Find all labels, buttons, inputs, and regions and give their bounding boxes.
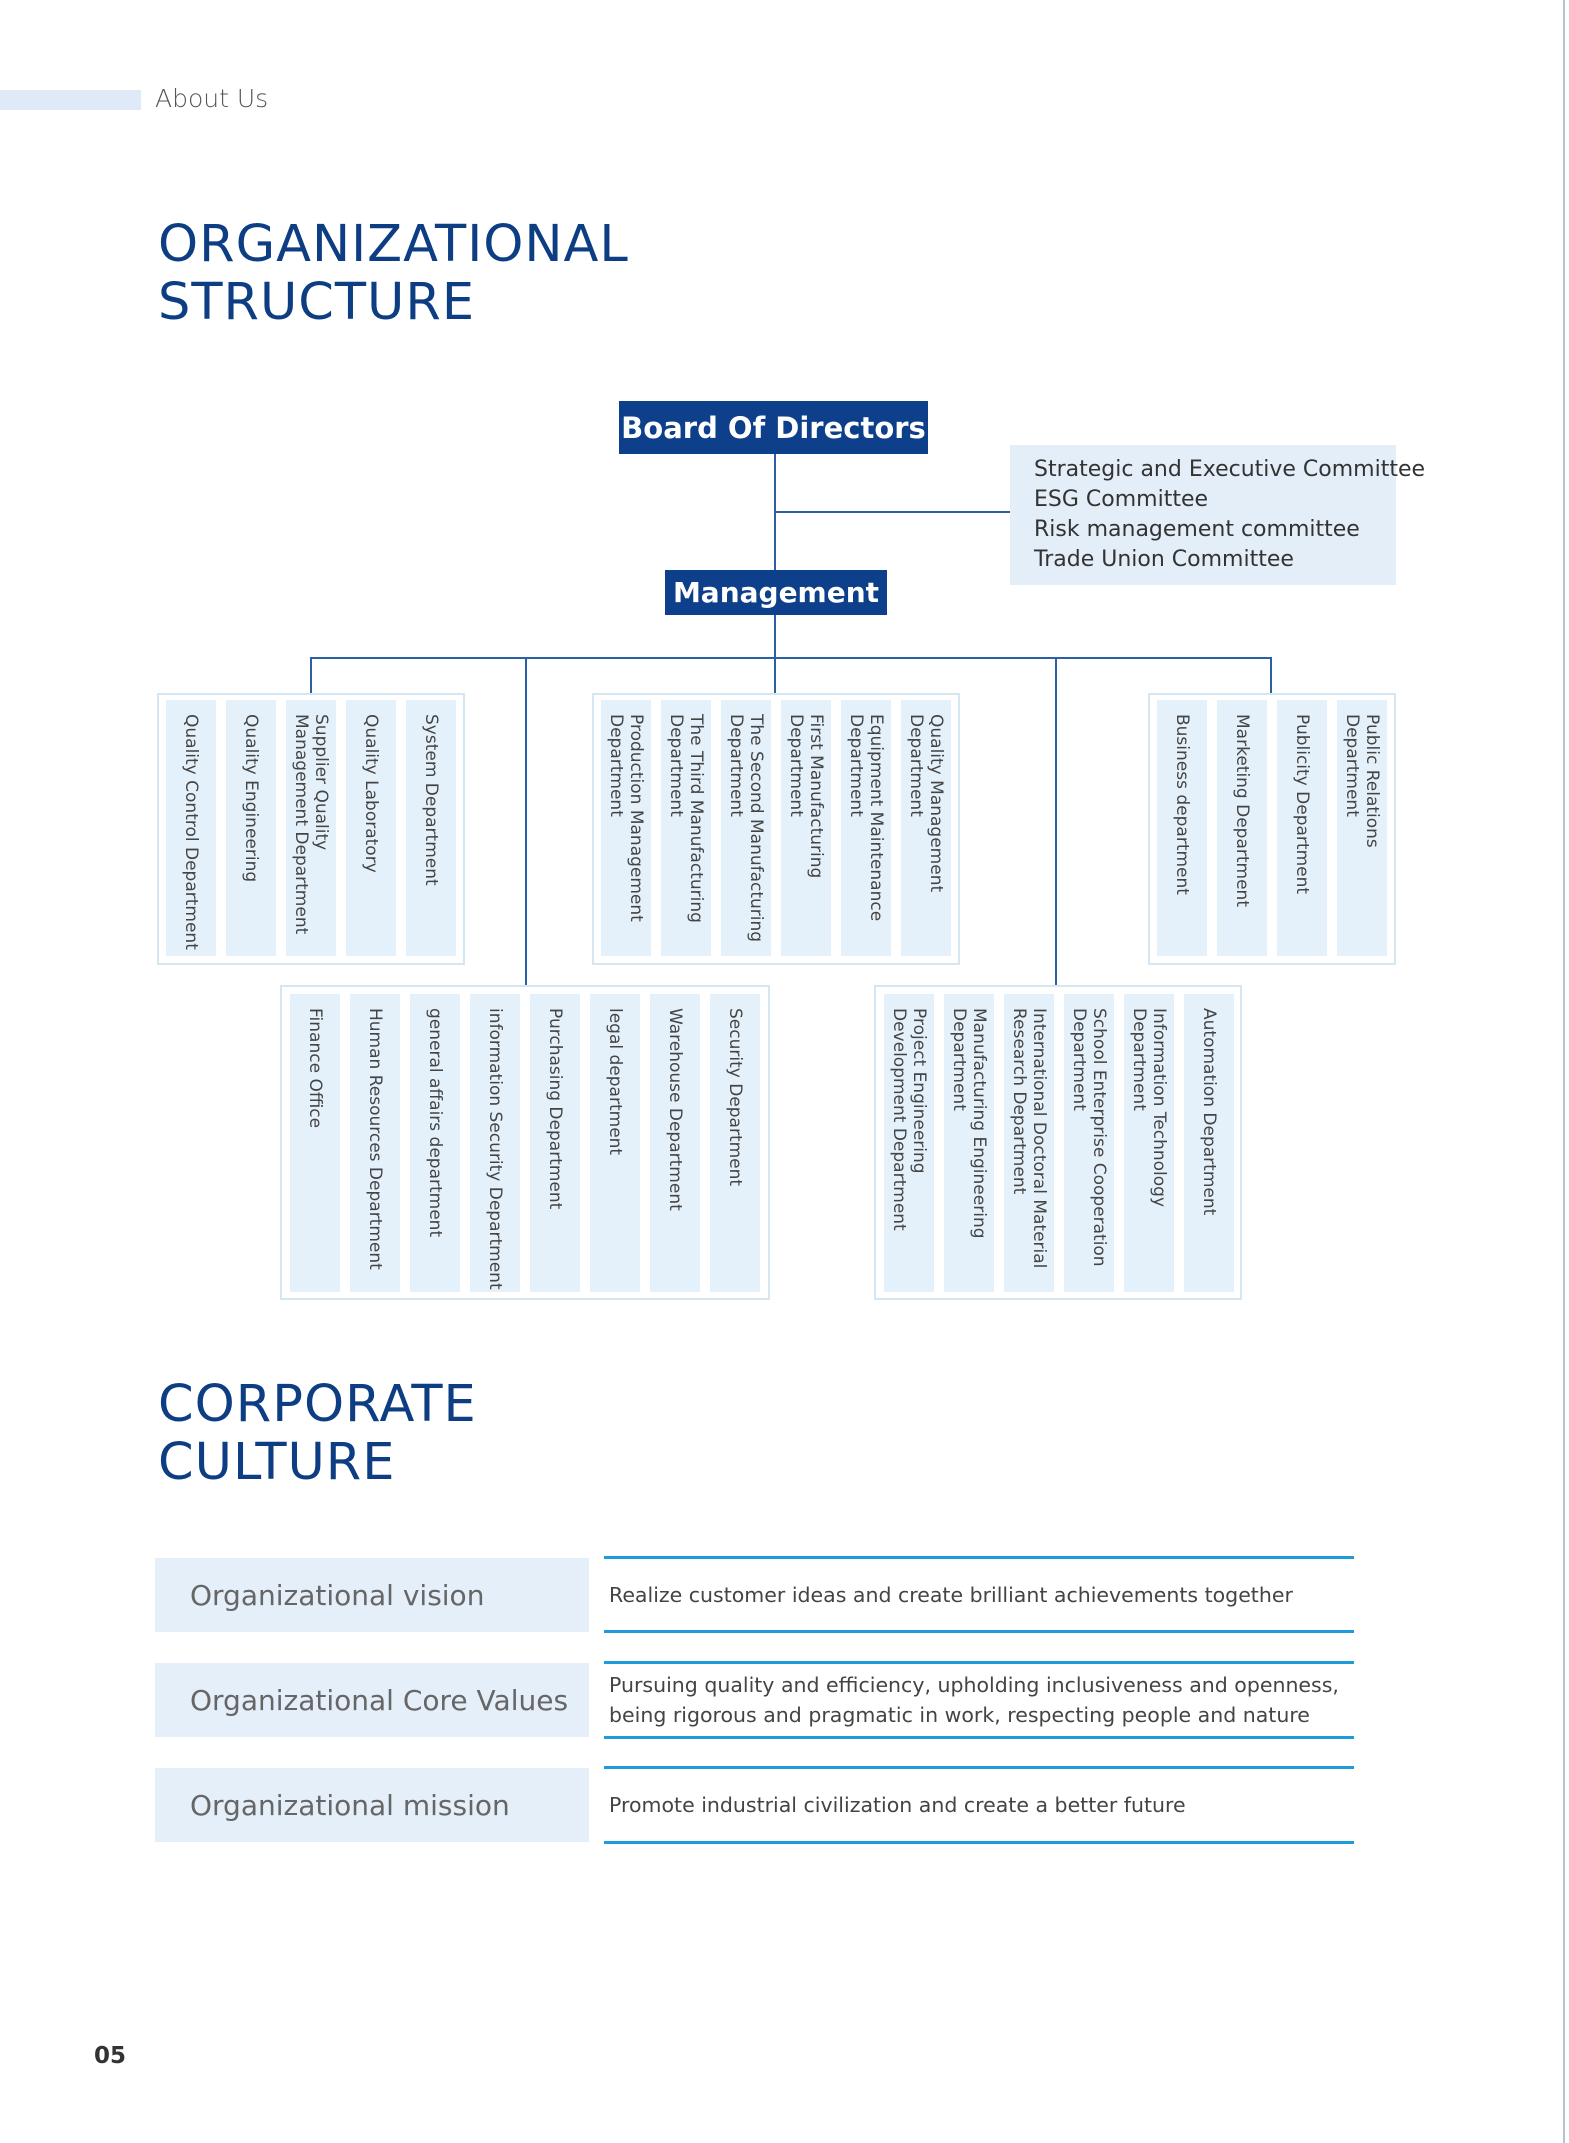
dept-human-resources: Human Resources Department [350,994,400,1292]
culture-text-vision: Realize customer ideas and create brilliant achievements together [604,1556,1354,1633]
dept-public-relations: Public Relations Department [1337,700,1387,956]
culture-text-core-values: Pursuing quality and efficiency, upholding inclusiveness and openness, being rigorous and pragmatic in work, respecting people and nature [604,1661,1354,1739]
org-structure-title [158,216,629,332]
committee-strategic: Strategic and Executive Committee [1034,457,1426,482]
dept-marketing: Marketing Department [1217,700,1267,956]
dept-manufacturing-engineering: Manufacturing Engineering Department [944,994,994,1292]
culture-text-mission: Promote industrial civilization and create a better future [604,1766,1354,1844]
page-edge [1563,0,1565,2143]
dept-international-doctoral-material-research: International Doctoral Material Research Department [1004,994,1054,1292]
org-title-line1: ORGANIZATIONAL [158,215,629,274]
culture-label-core-values: Organizational Core Values [155,1663,589,1737]
management-box: Management [665,570,887,615]
dept-warehouse: Warehouse Department [650,994,700,1292]
dept-quality-control: Quality Control Department [166,700,216,956]
dept-security: Security Department [710,994,760,1292]
section-header: About Us [155,84,269,113]
dept-purchasing: Purchasing Department [530,994,580,1292]
connector-committees [774,511,1011,513]
board-of-directors-box: Board Of Directors [619,401,928,454]
dept-legal: legal department [590,994,640,1292]
dept-publicity: Publicity Department [1277,700,1327,956]
dept-information-technology: Information Technology Department [1124,994,1174,1292]
dept-quality-engineering: Quality Engineering [226,700,276,956]
dept-first-manufacturing: First Manufacturing Department [781,700,831,956]
dept-system: System Department [406,700,456,956]
dept-general-affairs: general affairs department [410,994,460,1292]
connector-group-e [1055,657,1057,987]
dept-production-management: Production Management Department [601,700,651,956]
connector-management-bus [774,614,776,658]
dept-second-manufacturing: The Second Manufacturing Department [721,700,771,956]
connector-group-d [525,657,527,987]
dept-quality-management: Quality Management Department [901,700,951,956]
connector-board-management [774,454,776,572]
dept-supplier-quality-management: Supplier Quality Management Department [286,700,336,956]
dept-equipment-maintenance: Equipment Maintenance Department [841,700,891,956]
culture-label-vision: Organizational vision [155,1558,589,1632]
committee-risk: Risk management committee [1034,517,1360,542]
dept-school-enterprise-cooperation: School Enterprise Cooperation Department [1064,994,1114,1292]
dept-information-security: information Security Department [470,994,520,1292]
page-number: 05 [94,2043,127,2069]
dept-quality-laboratory: Quality Laboratory [346,700,396,956]
header-accent-bar [0,90,141,110]
corporate-culture-title [158,1376,477,1492]
culture-title-line1: CORPORATE [158,1375,477,1434]
dept-project-engineering-development: Project Engineering Development Department [884,994,934,1292]
dept-third-manufacturing: The Third Manufacturing Department [661,700,711,956]
committee-trade-union: Trade Union Committee [1034,547,1294,572]
connector-group-b [774,657,776,693]
dept-automation: Automation Department [1184,994,1234,1292]
connector-bus [310,657,1272,659]
org-title-line2: STRUCTURE [158,273,476,332]
connector-group-a [310,657,312,693]
culture-title-line2: CULTURE [158,1433,396,1492]
dept-finance-office: Finance Office [290,994,340,1292]
culture-label-mission: Organizational mission [155,1768,589,1842]
dept-business: Business department [1157,700,1207,956]
committees-box [1010,445,1426,585]
committee-esg: ESG Committee [1034,487,1209,512]
connector-group-c [1270,657,1272,693]
